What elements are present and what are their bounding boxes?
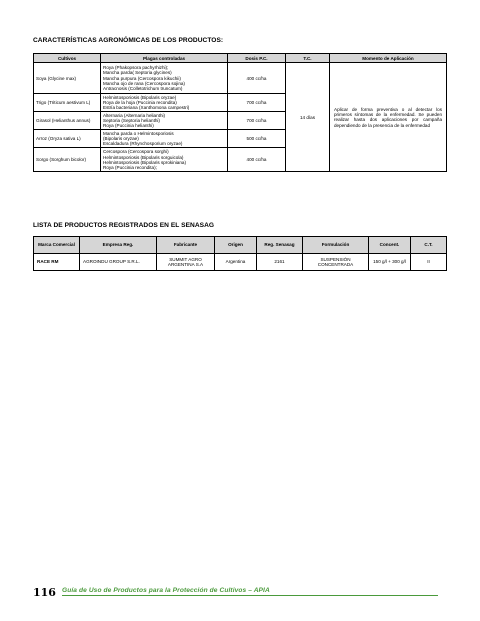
registered-products-table: [33, 236, 447, 271]
reg-cell: 2161: [257, 254, 303, 271]
empresa-cell: AGROINDU GROUP S.R.L.: [80, 254, 157, 271]
cultivo-cell: Soya (Glycine max): [34, 63, 101, 94]
dosis-cell: 400 cc/ha: [228, 63, 286, 94]
cultivo-cell: Arroz (Oryza sativa L): [34, 130, 101, 148]
marca-cell: RACE RM: [34, 254, 80, 271]
footer-title: Guía de Uso de Productos para la Protección de Cultivos – APIA: [62, 587, 270, 594]
dosis-cell: 700 cc/ha: [228, 94, 286, 112]
table-header-row: [34, 54, 447, 63]
dosis-cell: 500 cc/ha: [228, 130, 286, 148]
header-concent: Concent.: [369, 237, 411, 254]
header-formulacion: Formulación: [303, 237, 369, 254]
header-tc: T.C.: [286, 54, 330, 63]
agronomic-table: [33, 53, 447, 172]
footer-rule: [62, 595, 438, 596]
section-title-agronomic: CARACTERÍSTICAS AGRONÓMICAS DE LOS PRODUCTOS:: [33, 37, 224, 44]
plagas-cell: Helmintosporiosis (Bipolaris oryzae) Roya de la hoja (Puccinia recondita) Estría bacteriana (Xanthomona campestri): [101, 94, 228, 112]
header-empresa: Empresa Reg.: [80, 237, 157, 254]
header-origen: Origen: [215, 237, 257, 254]
table-row: [34, 254, 447, 271]
cultivo-cell: Sorgo (Sorghum bicolor): [34, 148, 101, 172]
table-row: [34, 63, 447, 94]
formulacion-cell: SUSPENSIÓN CONCENTRADA: [303, 254, 369, 271]
momento-cell: Aplicar de forma preventiva o al detectar los primeros síntomas de la enfermedad. Se pueden realizar hasta dos aplicaciones por campaña dependiendo de la presencia de la enfermedad: [330, 63, 447, 172]
origen-cell: Argentina: [215, 254, 257, 271]
cultivo-cell: Trigo (Triticum aestivum L): [34, 94, 101, 112]
header-reg: Reg. Senasag: [257, 237, 303, 254]
header-cultivos: Cultivos: [34, 54, 101, 63]
header-plagas: Plagas controladas: [101, 54, 228, 63]
dosis-cell: 700 cc/ha: [228, 112, 286, 130]
section-title-registered: LISTA DE PRODUCTOS REGISTRADOS EN EL SENASAG: [33, 222, 215, 229]
header-momento: Momento de Aplicación: [330, 54, 447, 63]
concent-cell: 150 g/l + 300 g/l: [369, 254, 411, 271]
fabricante-cell: SUMMIT AGRO ARGENTINA S.A: [157, 254, 215, 271]
cultivo-cell: Girasol (Helianthus annus): [34, 112, 101, 130]
header-dosis: Dosis P.C.: [228, 54, 286, 63]
tc-cell: 14 días: [286, 63, 330, 172]
header-marca: Marca Comercial: [34, 237, 80, 254]
plagas-cell: Mancha parda o Helmintosporiosis (Bipolaris oryzae) Escaldadura (Rhynchosporium oryzae): [101, 130, 228, 148]
table-header-row: [34, 237, 447, 254]
ct-cell: II: [411, 254, 447, 271]
plagas-cell: Roya (Phakopsora pachyrhizhi); Mancha parda( Septoria glycines) Mancha purpura (Cercospora kikuchii) Mancha ojo de rana (Cercospora sojina) Antracnosis (Colletotrichum truncatum): [101, 63, 228, 94]
header-fabricante: Fabricante: [157, 237, 215, 254]
page-number: 116: [33, 586, 56, 599]
plagas-cell: Alternaria (Alternaria helianthi) Septoria (Septoria helianthi) Roya (Puccinia helianthi): [101, 112, 228, 130]
plagas-cell: Cercospora (Cercospora sorghi) Helmintosporiosis (Bipolaris sorguicola) Helmintosporiosis (Bipolaris sprokiniana) Roya (Puccinia recondita);: [101, 148, 228, 172]
dosis-cell: 400 cc/ha: [228, 148, 286, 172]
header-ct: C.T.: [411, 237, 447, 254]
